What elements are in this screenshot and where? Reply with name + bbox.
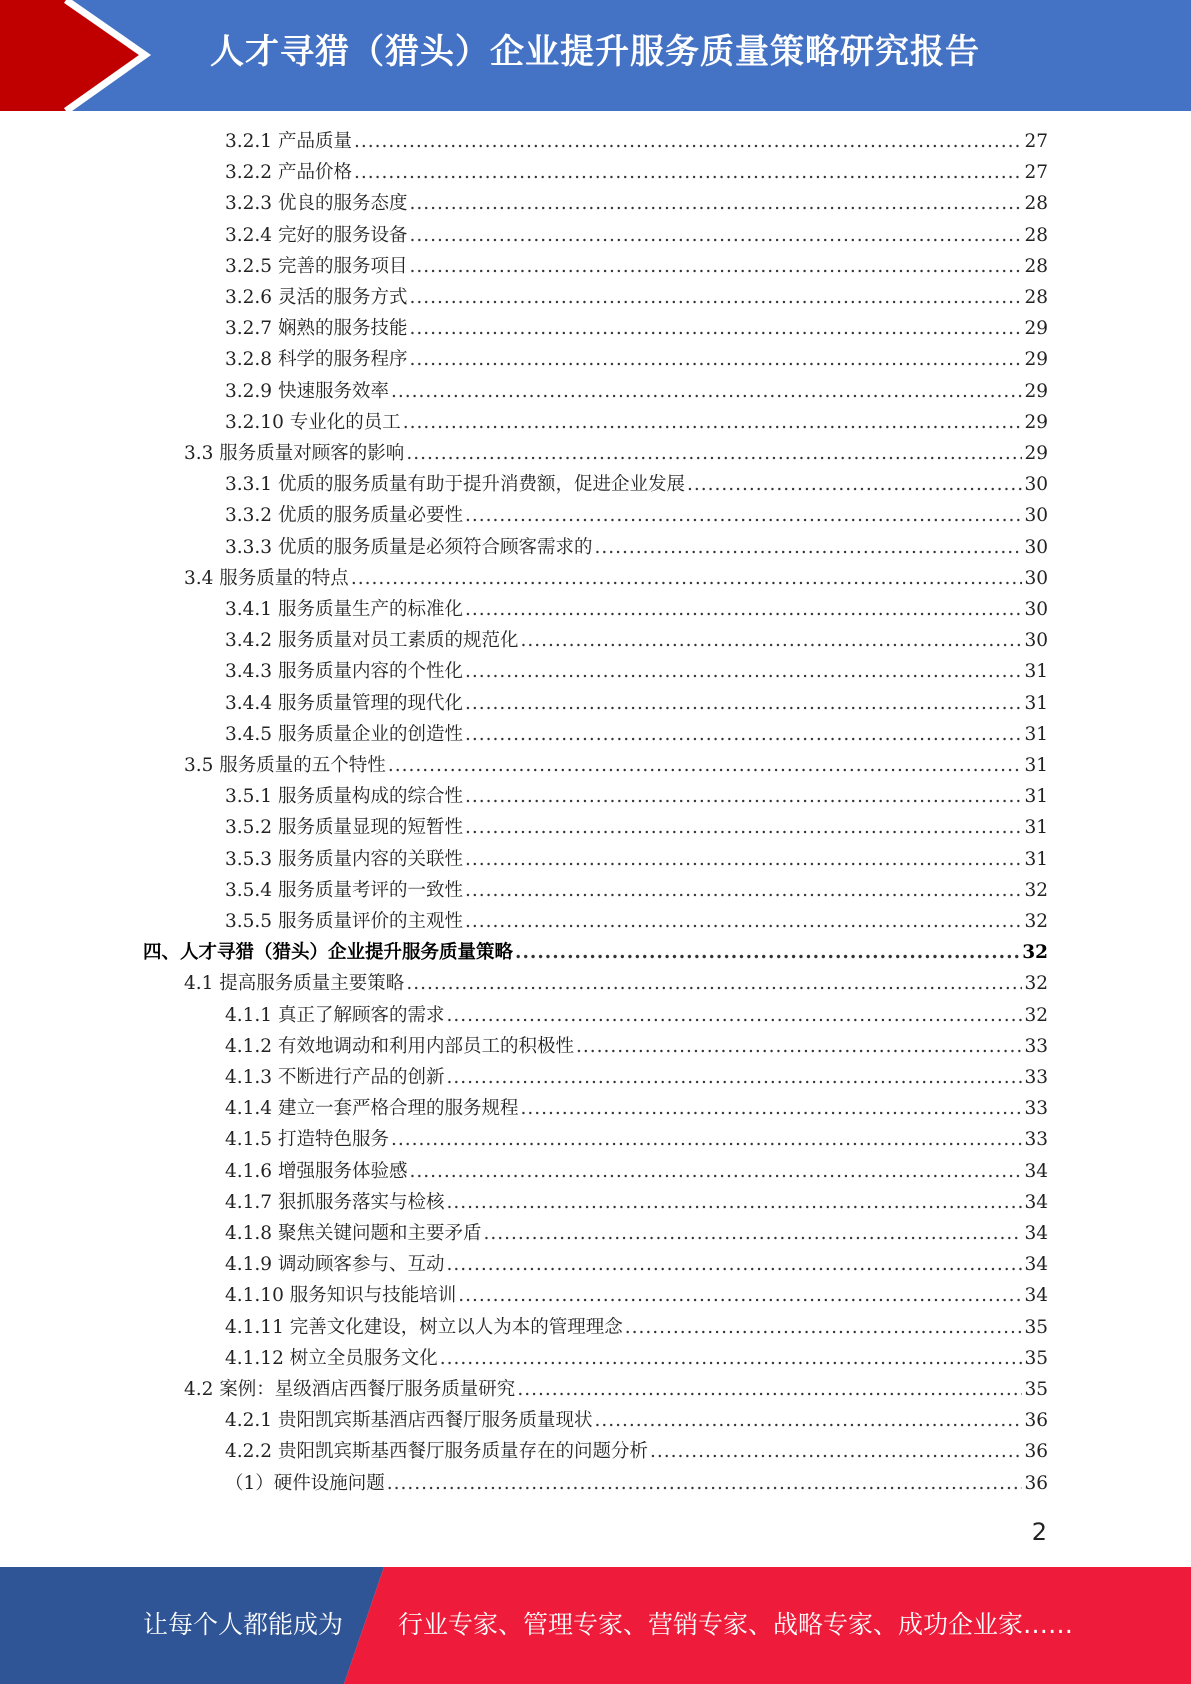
toc-dot-leader: [354, 126, 1023, 157]
toc-dot-leader: [440, 1343, 1023, 1374]
footer-slogan-right: 行业专家、管理专家、营销专家、战略专家、成功企业家……: [398, 1610, 1074, 1639]
toc-entry-label: 4.1.9 调动顾客参与、互动: [225, 1254, 445, 1275]
toc-dot-leader: [446, 1000, 1022, 1031]
toc-entry[interactable]: [225, 781, 1048, 812]
toc-entry-page: 35: [1024, 1317, 1048, 1338]
toc-entry-label: 4.1.11 完善文化建设，树立以人为本的管理理念: [225, 1317, 623, 1338]
toc-entry[interactable]: [184, 968, 1048, 999]
toc-dot-leader: [406, 968, 1022, 999]
toc-dot-leader: [409, 188, 1022, 219]
toc-entry-label: 3.4.4 服务质量管理的现代化: [225, 693, 463, 714]
toc-entry-label: 3.4.2 服务质量对员工素质的规范化: [225, 630, 519, 651]
toc-dot-leader: [594, 1405, 1022, 1436]
toc-entry-label: 4.1.12 树立全员服务文化: [225, 1348, 438, 1369]
toc-entry-label: 4.1.6 增强服务体验感: [225, 1161, 408, 1182]
toc-entry-page: 33: [1024, 1129, 1048, 1150]
toc-entry[interactable]: [225, 1000, 1048, 1031]
toc-entry-label: 3.5.5 服务质量评价的主观性: [225, 911, 463, 932]
toc-entry-label: 3.2.5 完善的服务项目: [225, 256, 408, 277]
toc-entry-page: 32: [1022, 942, 1048, 963]
toc-dot-leader: [576, 1031, 1022, 1062]
toc-entry[interactable]: [225, 1218, 1048, 1249]
toc-dot-leader: [465, 844, 1022, 875]
toc-entry[interactable]: [225, 1280, 1048, 1311]
toc-entry-label: 3.2.8 科学的服务程序: [225, 349, 408, 370]
toc-entry[interactable]: [225, 1124, 1048, 1155]
toc-entry[interactable]: [225, 469, 1048, 500]
toc-entry-page: 29: [1024, 318, 1048, 339]
toc-entry[interactable]: [225, 251, 1048, 282]
toc-entry-page: 29: [1024, 381, 1048, 402]
toc-dot-leader: [465, 781, 1022, 812]
toc-entry[interactable]: [225, 220, 1048, 251]
page-number: 2: [1031, 1518, 1047, 1546]
toc-entry[interactable]: [225, 1093, 1048, 1124]
toc-entry-page: 29: [1024, 412, 1048, 433]
toc-dot-leader: [465, 812, 1022, 843]
toc-entry-label: 4.1.8 聚焦关键问题和主要矛盾: [225, 1223, 482, 1244]
toc-dot-leader: [351, 563, 1023, 594]
toc-entry-page: 27: [1024, 162, 1048, 183]
toc-entry-page: 30: [1024, 599, 1048, 620]
toc-entry-label: 3.3 服务质量对顾客的影响: [184, 443, 405, 464]
toc-dot-leader: [409, 1156, 1022, 1187]
toc-entry-page: 32: [1024, 911, 1048, 932]
toc-dot-leader: [520, 1093, 1022, 1124]
toc-entry-page: 28: [1024, 225, 1048, 246]
toc-entry-label: 3.3.1 优质的服务质量有助于提升消费额，促进企业发展: [225, 474, 685, 495]
toc-entry-label: 4.1.5 打造特色服务: [225, 1129, 389, 1150]
toc-entry[interactable]: [225, 1062, 1048, 1093]
toc-entry-label: 3.2.7 娴熟的服务技能: [225, 318, 408, 339]
toc-entry-page: 30: [1024, 630, 1048, 651]
page-header: [0, 0, 1191, 111]
toc-entry-label: （1）硬件设施问题: [225, 1473, 385, 1494]
toc-entry-page: 35: [1024, 1379, 1048, 1400]
toc-entry-label: 4.1.2 有效地调动和利用内部员工的积极性: [225, 1036, 574, 1057]
toc-entry[interactable]: [225, 656, 1048, 687]
toc-entry[interactable]: [225, 719, 1048, 750]
toc-dot-leader: [465, 656, 1022, 687]
toc-entry[interactable]: [225, 875, 1048, 906]
toc-dot-leader: [687, 469, 1022, 500]
toc-entry[interactable]: [184, 750, 1048, 781]
toc-dot-leader: [517, 1374, 1022, 1405]
toc-entry-page: 30: [1024, 474, 1048, 495]
toc-entry-label: 3.4.5 服务质量企业的创造性: [225, 724, 463, 745]
toc-entry[interactable]: [225, 500, 1048, 531]
toc-entry-page: 34: [1024, 1223, 1048, 1244]
toc-entry-page: 34: [1024, 1285, 1048, 1306]
toc-entry[interactable]: [225, 594, 1048, 625]
toc-entry-label: 3.2.3 优良的服务态度: [225, 193, 408, 214]
toc-entry-page: 27: [1024, 131, 1048, 152]
toc-entry-page: 31: [1024, 786, 1048, 807]
toc-entry-label: 3.5 服务质量的五个特性: [184, 755, 386, 776]
toc-dot-leader: [446, 1187, 1022, 1218]
toc-entry[interactable]: [225, 532, 1048, 563]
toc-entry[interactable]: [225, 1343, 1048, 1374]
footer-slogan-left: 让每个人都能成为: [143, 1610, 344, 1639]
toc-entry-page: 36: [1024, 1441, 1048, 1462]
toc-entry-label: 3.4.1 服务质量生产的标准化: [225, 599, 463, 620]
toc-entry-label: 4.1.1 真正了解顾客的需求: [225, 1005, 445, 1026]
toc-entry[interactable]: [225, 906, 1048, 937]
toc-entry-label: 4.1.4 建立一套严格合理的服务规程: [225, 1098, 519, 1119]
toc-entry-label: 3.3.2 优质的服务质量必要性: [225, 505, 463, 526]
toc-dot-leader: [483, 1218, 1022, 1249]
toc-entry-page: 30: [1024, 568, 1048, 589]
toc-entry-page: 32: [1024, 1005, 1048, 1026]
toc-entry-label: 4.2.1 贵阳凯宾斯基酒店西餐厅服务质量现状: [225, 1410, 593, 1431]
toc-dot-leader: [388, 750, 1023, 781]
toc-entry[interactable]: [225, 688, 1048, 719]
toc-entry-page: 30: [1024, 537, 1048, 558]
toc-entry-label: 3.2.2 产品价格: [225, 162, 352, 183]
toc-entry[interactable]: [225, 126, 1048, 157]
toc-dot-leader: [650, 1436, 1022, 1467]
toc-entry-page: 31: [1024, 755, 1048, 776]
toc-entry-label: 4.1.10 服务知识与技能培训: [225, 1285, 457, 1306]
toc-entry-label: 4.2.2 贵阳凯宾斯基西餐厅服务质量存在的问题分析: [225, 1441, 648, 1462]
toc-dot-leader: [406, 438, 1022, 469]
toc-dot-leader: [409, 344, 1022, 375]
toc-entry-label: 四、人才寻猎（猎头）企业提升服务质量策略: [143, 942, 514, 963]
toc-entry-label: 3.4.3 服务质量内容的个性化: [225, 661, 463, 682]
toc-dot-leader: [465, 688, 1022, 719]
toc-entry[interactable]: [225, 1031, 1048, 1062]
toc-entry[interactable]: [184, 563, 1048, 594]
toc-dot-leader: [594, 532, 1022, 563]
toc-dot-leader: [465, 594, 1022, 625]
toc-entry-label: 3.5.1 服务质量构成的综合性: [225, 786, 463, 807]
toc-entry-label: 3.5.2 服务质量显现的短暂性: [225, 817, 463, 838]
toc-entry[interactable]: [143, 937, 1048, 968]
toc-entry-label: 3.5.4 服务质量考评的一致性: [225, 880, 463, 901]
toc-entry[interactable]: [225, 344, 1048, 375]
toc-entry[interactable]: [225, 812, 1048, 843]
toc-entry-page: 28: [1024, 287, 1048, 308]
toc-dot-leader: [403, 407, 1023, 438]
toc-entry[interactable]: [225, 313, 1048, 344]
toc-entry-page: 29: [1024, 349, 1048, 370]
toc-entry-page: 33: [1024, 1036, 1048, 1057]
toc-dot-leader: [446, 1062, 1022, 1093]
toc-dot-leader: [391, 376, 1022, 407]
toc-dot-leader: [387, 1468, 1023, 1499]
toc-entry-page: 32: [1024, 973, 1048, 994]
toc-entry-label: 3.2.6 灵活的服务方式: [225, 287, 408, 308]
toc-entry-label: 3.4 服务质量的特点: [184, 568, 349, 589]
document-title: 人才寻猎（猎头）企业提升服务质量策略研究报告: [210, 32, 980, 72]
toc-entry-label: 3.5.3 服务质量内容的关联性: [225, 849, 463, 870]
toc-dot-leader: [515, 937, 1020, 968]
toc-entry-page: 32: [1024, 880, 1048, 901]
toc-entry[interactable]: [225, 1468, 1048, 1499]
toc-entry-label: 4.1.3 不断进行产品的创新: [225, 1067, 445, 1088]
toc-entry[interactable]: [225, 188, 1048, 219]
toc-dot-leader: [458, 1280, 1022, 1311]
toc-entry-page: 36: [1024, 1473, 1048, 1494]
toc-entry[interactable]: [225, 376, 1048, 407]
toc-entry-page: 34: [1024, 1254, 1048, 1275]
toc-entry-label: 3.2.4 完好的服务设备: [225, 225, 408, 246]
toc-entry[interactable]: [225, 1187, 1048, 1218]
toc-entry[interactable]: [225, 407, 1048, 438]
toc-entry-page: 35: [1024, 1348, 1048, 1369]
toc-dot-leader: [625, 1312, 1023, 1343]
toc-entry[interactable]: [225, 282, 1048, 313]
toc-entry[interactable]: [225, 1312, 1048, 1343]
toc-entry[interactable]: [184, 1374, 1048, 1405]
toc-entry-page: 31: [1024, 661, 1048, 682]
toc-entry-label: 4.2 案例：星级酒店西餐厅服务质量研究: [184, 1379, 516, 1400]
toc-dot-leader: [409, 220, 1022, 251]
toc-dot-leader: [465, 500, 1022, 531]
toc-entry[interactable]: [184, 438, 1048, 469]
toc-dot-leader: [354, 157, 1023, 188]
toc-entry-page: 29: [1024, 443, 1048, 464]
toc-entry-page: 34: [1024, 1161, 1048, 1182]
toc-entry[interactable]: [225, 1249, 1048, 1280]
toc-dot-leader: [409, 282, 1022, 313]
toc-entry-page: 31: [1024, 817, 1048, 838]
toc-entry-label: 3.2.10 专业化的员工: [225, 412, 401, 433]
toc-entry[interactable]: [225, 1156, 1048, 1187]
toc-entry[interactable]: [225, 1436, 1048, 1467]
toc-dot-leader: [446, 1249, 1022, 1280]
toc-entry-page: 33: [1024, 1067, 1048, 1088]
toc-dot-leader: [465, 719, 1022, 750]
toc-entry-page: 33: [1024, 1098, 1048, 1119]
toc-entry-label: 4.1.7 狠抓服务落实与检核: [225, 1192, 445, 1213]
toc-entry-label: 4.1 提高服务质量主要策略: [184, 973, 405, 994]
header-red-chevron: [0, 0, 145, 111]
toc-entry-page: 28: [1024, 256, 1048, 277]
toc-entry-label: 3.3.3 优质的服务质量是必须符合顾客需求的: [225, 537, 593, 558]
toc-dot-leader: [465, 906, 1022, 937]
toc-entry[interactable]: [225, 844, 1048, 875]
toc-dot-leader: [465, 875, 1022, 906]
toc-dot-leader: [391, 1124, 1022, 1155]
toc-dot-leader: [409, 251, 1022, 282]
toc-entry-page: 36: [1024, 1410, 1048, 1431]
toc-entry-page: 31: [1024, 693, 1048, 714]
toc-entry[interactable]: [225, 625, 1048, 656]
toc-dot-leader: [520, 625, 1022, 656]
toc-entry-page: 31: [1024, 849, 1048, 870]
toc-entry[interactable]: [225, 1405, 1048, 1436]
toc-entry-page: 30: [1024, 505, 1048, 526]
toc-entry-page: 28: [1024, 193, 1048, 214]
toc-entry-page: 34: [1024, 1192, 1048, 1213]
toc-entry-label: 3.2.1 产品质量: [225, 131, 352, 152]
toc-entry-page: 31: [1024, 724, 1048, 745]
page-footer: [0, 1567, 1191, 1684]
toc-entry-label: 3.2.9 快速服务效率: [225, 381, 389, 402]
toc-entry[interactable]: [225, 157, 1048, 188]
toc-dot-leader: [409, 313, 1022, 344]
